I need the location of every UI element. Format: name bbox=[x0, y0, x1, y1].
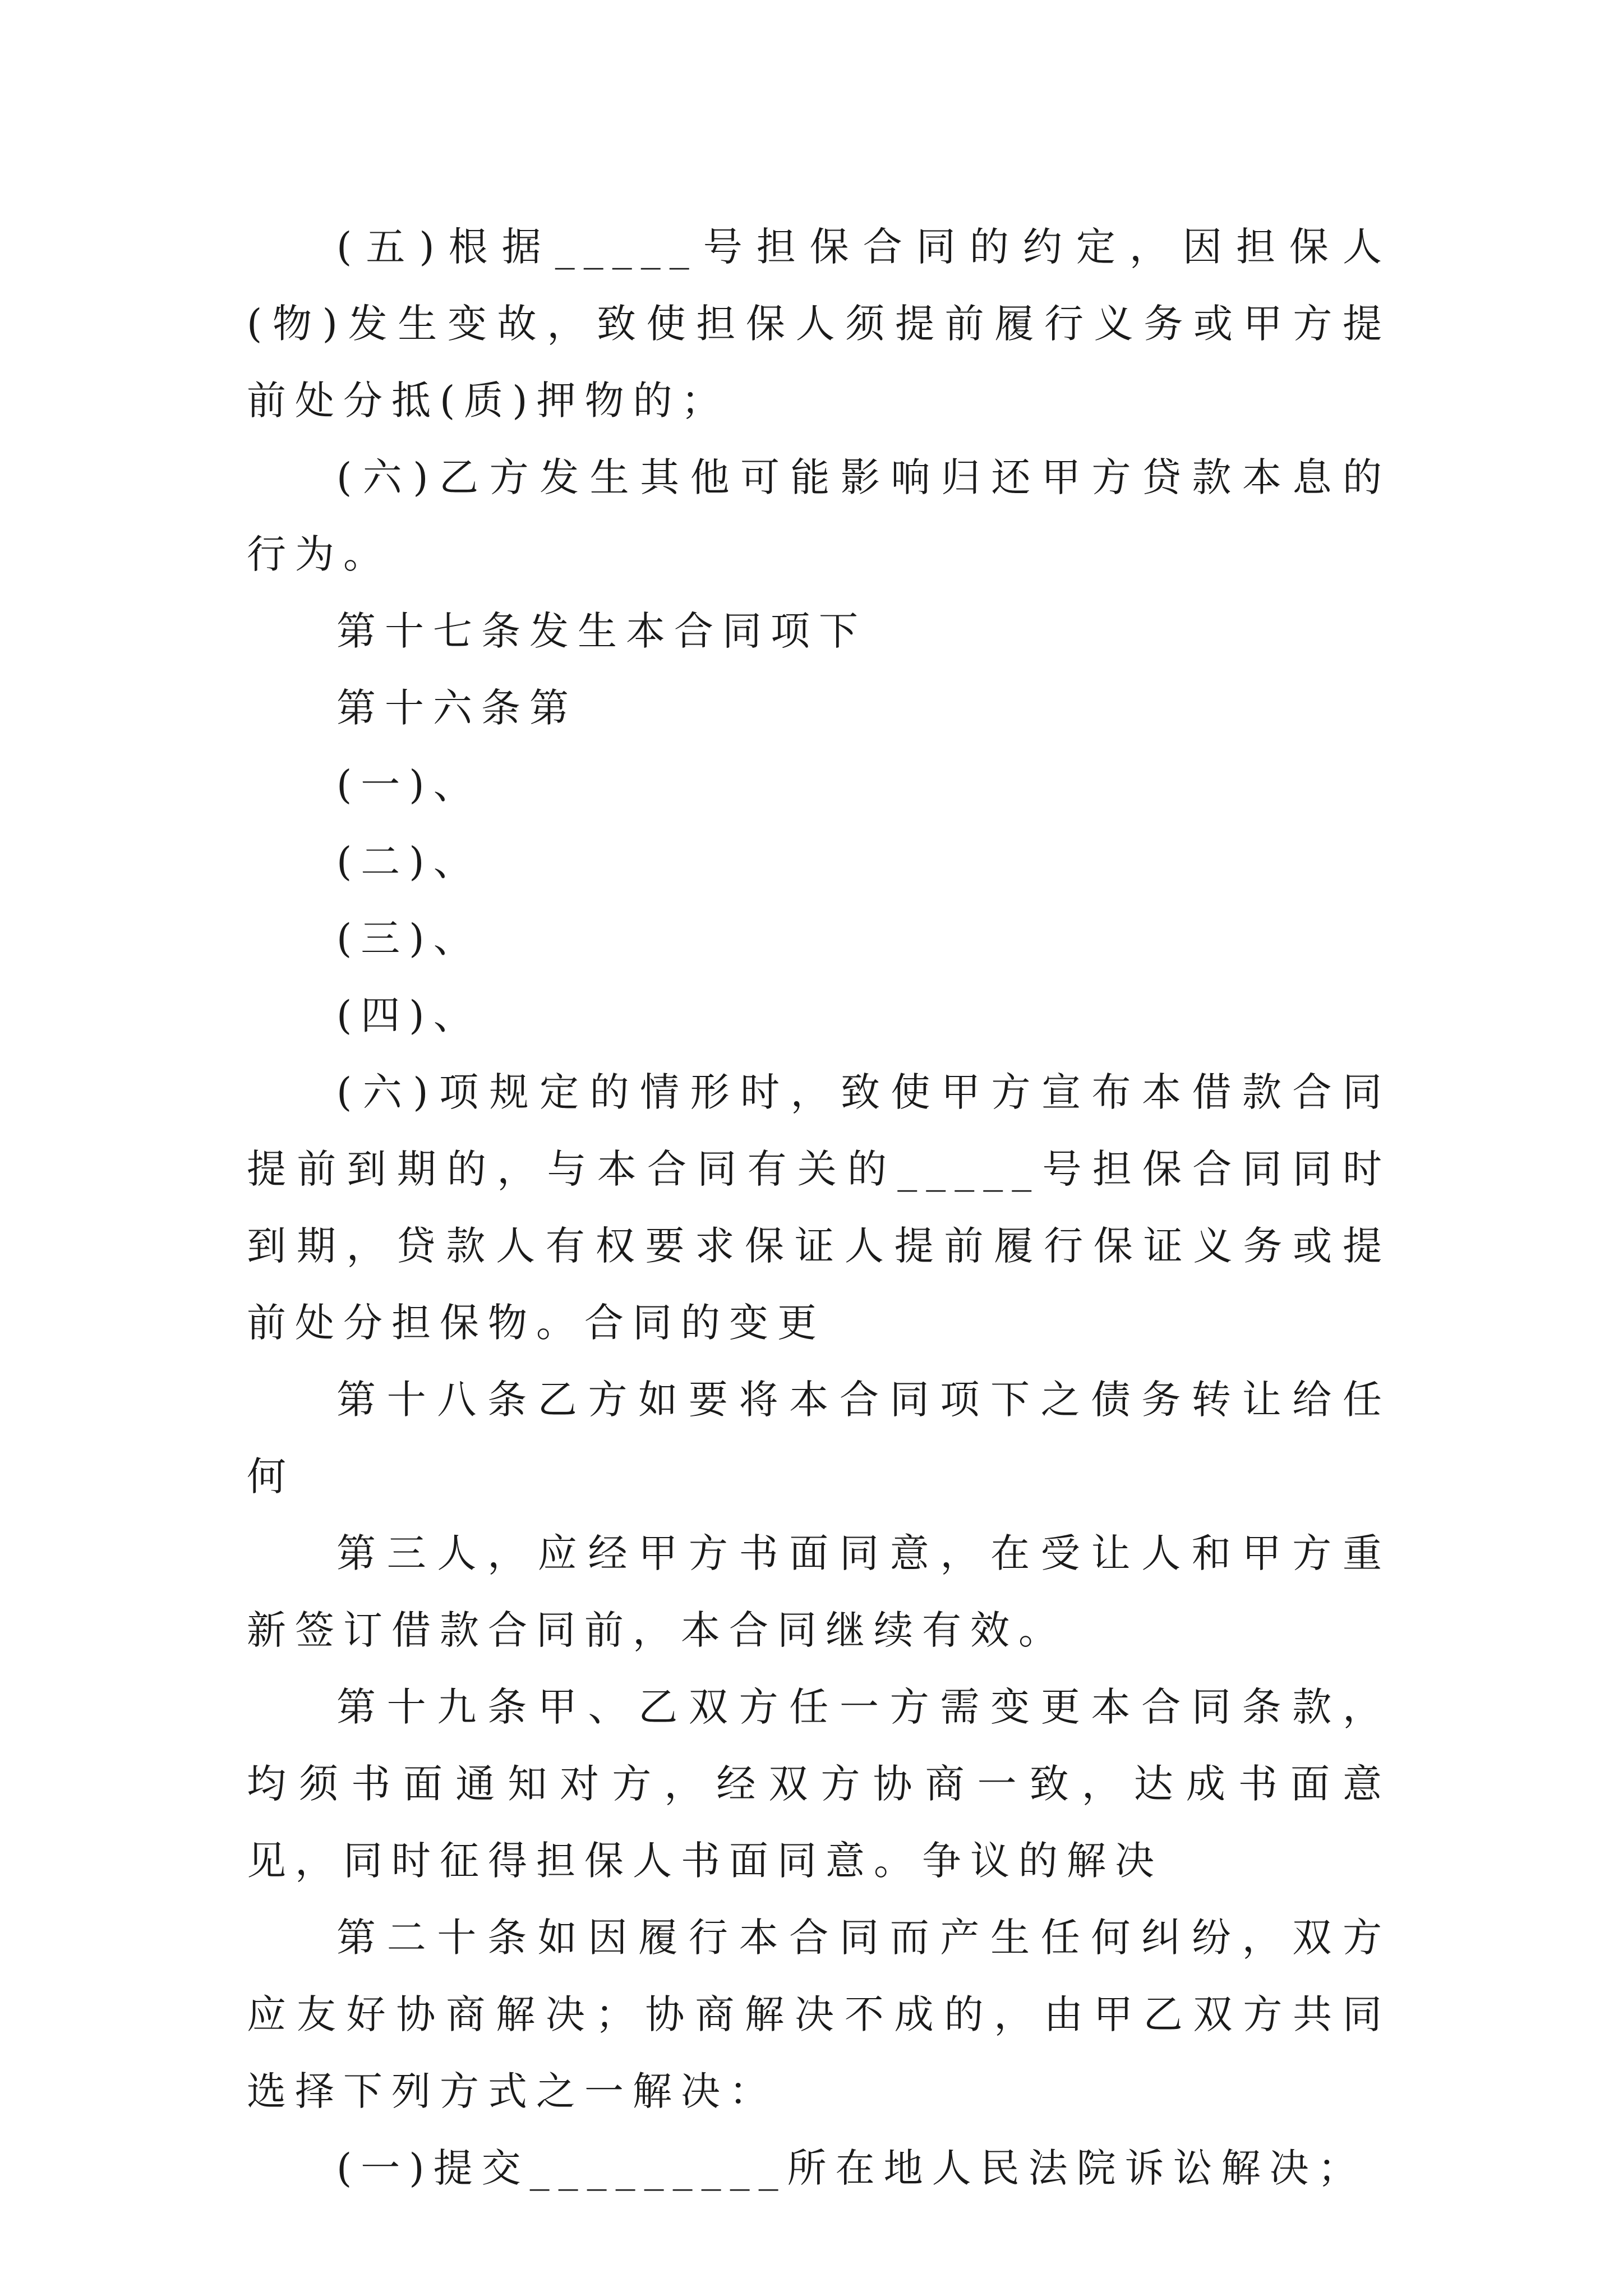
paragraph-item-2: (二)、 bbox=[336, 839, 482, 885]
paragraph-third-party-consent: 第三人，应经甲方书面同意，在受让人和甲方重新签订借款合同前，本合同继续有效。 bbox=[247, 1530, 1391, 1653]
paragraph-article-18: 第十八条乙方如要将本合同项下之债务转让给任何 bbox=[247, 1377, 1391, 1499]
paragraph-item-4: (四)、 bbox=[336, 992, 482, 1038]
paragraph-item-1: (一)、 bbox=[336, 762, 482, 808]
document-body bbox=[247, 209, 1391, 2207]
paragraph-article-17-heading: 第十七条发生本合同项下 bbox=[336, 608, 867, 654]
paragraph-article-20: 第二十条如因履行本合同而产生任何纠纷，双方应友好协商解决；协商解决不成的，由甲乙双方共同选择下列方式之一解决： bbox=[247, 1915, 1391, 2114]
paragraph-item-3: (三)、 bbox=[336, 915, 482, 961]
paragraph-dispute-option-1: (一)提交_________所在地人民法院诉讼解决； bbox=[336, 2145, 1366, 2191]
paragraph-item-6-acceleration: (六)项规定的情形时，致使甲方宣布本借款合同提前到期的，与本合同有关的_____号担保合同同时到期，贷款人有权要求保证人提前履行保证义务或提前处分担保物。合同的变更 bbox=[247, 1069, 1391, 1346]
paragraph-article-16-ref: 第十六条第 bbox=[336, 685, 578, 731]
paragraph-article-19: 第十九条甲、乙双方任一方需变更本合同条款，均须书面通知对方，经双方协商一致，达成书面意见，同时征得担保人书面同意。争议的解决 bbox=[247, 1684, 1391, 1884]
paragraph-clause-16-6: (六)乙方发生其他可能影响归还甲方贷款本息的行为。 bbox=[247, 454, 1391, 577]
paragraph-clause-16-5: (五)根据_____号担保合同的约定，因担保人(物)发生变故，致使担保人须提前履行义务或甲方提前处分抵(质)押物的； bbox=[247, 224, 1391, 424]
